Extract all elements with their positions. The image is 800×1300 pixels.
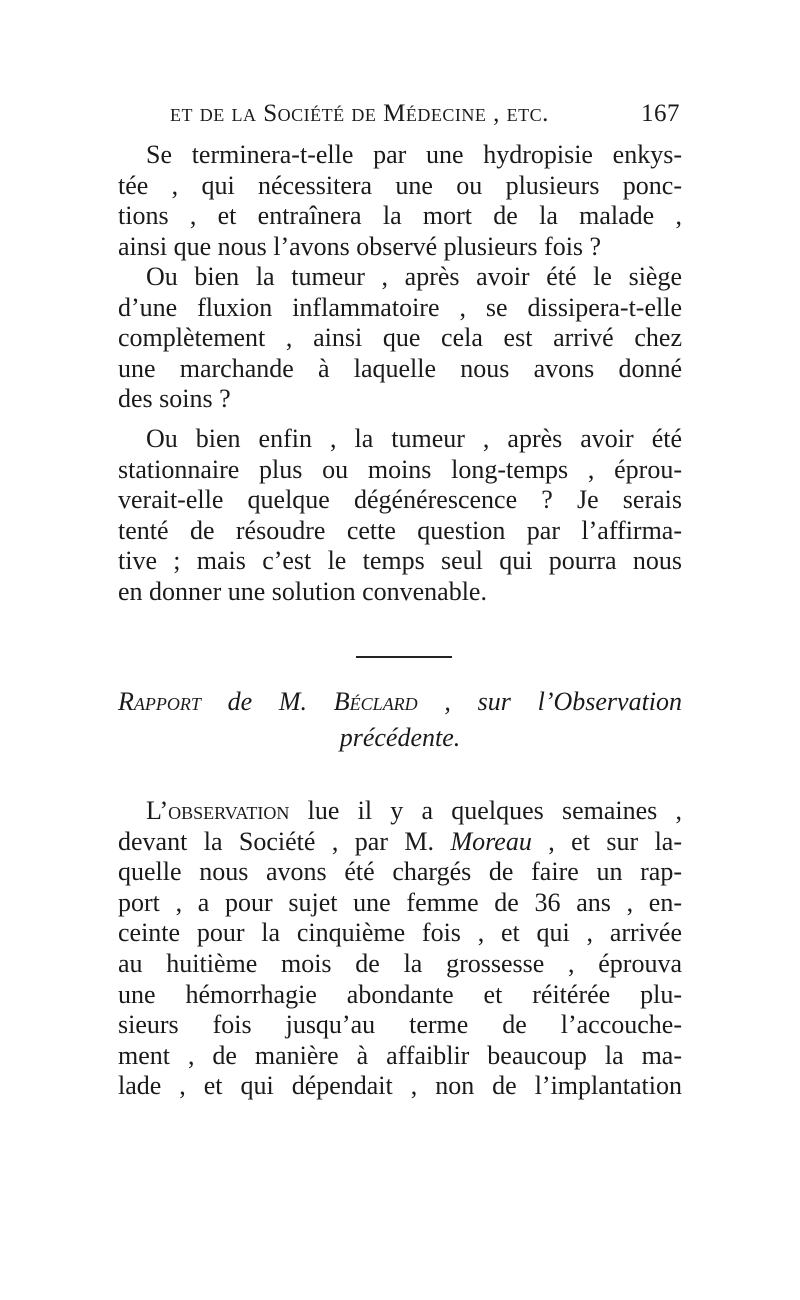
observation-author-moreau: Moreau — [450, 826, 532, 856]
text-line — [118, 796, 682, 827]
observation-line1-rest: lue il y a quelques semaines , — [289, 796, 682, 825]
text-line: stationnaire plus ou moins long-temps , éprou- — [118, 454, 682, 484]
observation-lead-word: L’observation — [146, 796, 290, 825]
text-line: en donner une solution convenable. — [118, 576, 487, 606]
text-line: Ou bien enfin , la tumeur , après avoir été — [146, 424, 682, 453]
report-heading-line — [118, 684, 682, 720]
paragraph-observation — [118, 796, 682, 1102]
report-heading — [118, 684, 682, 756]
paragraph-tumor-hydropsy — [118, 140, 682, 262]
text-line: sieurs fois jusqu’au terme de l’accouche- — [118, 1010, 682, 1040]
text-line: des soins ? — [118, 384, 231, 414]
text-line: tions , et entraînera la mort de la malade , — [118, 201, 682, 231]
text-line: port , a pour sujet une femme de 36 ans , en- — [118, 887, 682, 917]
text-line: Ou bien la tumeur , après avoir été le siège — [146, 262, 682, 291]
text-line: au huitième mois de la grossesse , éprouva — [118, 948, 682, 978]
text-line: lade , et qui dépendait , non de l’implantation — [118, 1071, 682, 1101]
report-heading-de: de — [227, 687, 253, 716]
report-heading-rest: , sur l’Observation — [444, 687, 683, 716]
running-head — [170, 100, 680, 136]
observation-line2-start: devant la Société , par M. — [118, 826, 451, 856]
text-line: tive ; mais c’est le temps seul qui pourra nous — [118, 546, 682, 576]
page-number: 167 — [641, 100, 680, 127]
text-line: tée , qui nécessitera une ou plusieurs ponc- — [118, 170, 682, 200]
report-heading-author: Béclard — [333, 687, 418, 716]
text-line: ceinte pour la cinquième fois , et qui , arrivée — [118, 918, 682, 948]
text-line: quelle nous avons été chargés de faire un rap- — [118, 857, 682, 887]
text-line: tenté de résoudre cette question par l’affirma- — [118, 515, 682, 545]
text-line: Se terminera-t-elle par une hydropisie enkys- — [146, 140, 682, 169]
report-heading-rapport: Rapport — [118, 687, 201, 716]
section-separator-rule — [356, 656, 452, 658]
paragraph-tumor-inflammation — [118, 262, 682, 415]
observation-line2-end: , et sur la- — [531, 826, 682, 856]
paragraph-tumor-degeneration — [118, 424, 682, 608]
text-line: une marchande à laquelle nous avons donné — [118, 353, 682, 383]
text-line — [118, 827, 682, 858]
running-title: et de la Société de Médecine , etc. — [170, 100, 549, 127]
text-line: complètement , ainsi que cela est arrivé chez — [118, 323, 682, 353]
text-line: une hémorrhagie abondante et réitérée plu- — [118, 979, 682, 1009]
text-line: d’une fluxion inflammatoire , se dissipera-t-elle — [118, 292, 682, 322]
text-line: ment , de manière à affaiblir beaucoup la ma- — [118, 1040, 682, 1070]
report-heading-line2: précédente. — [339, 723, 461, 752]
text-line: ainsi que nous l’avons observé plusieurs fois ? — [118, 231, 602, 261]
report-heading-m: M. — [278, 687, 308, 716]
text-line: verait-elle quelque dégénérescence ? Je serais — [118, 485, 682, 515]
